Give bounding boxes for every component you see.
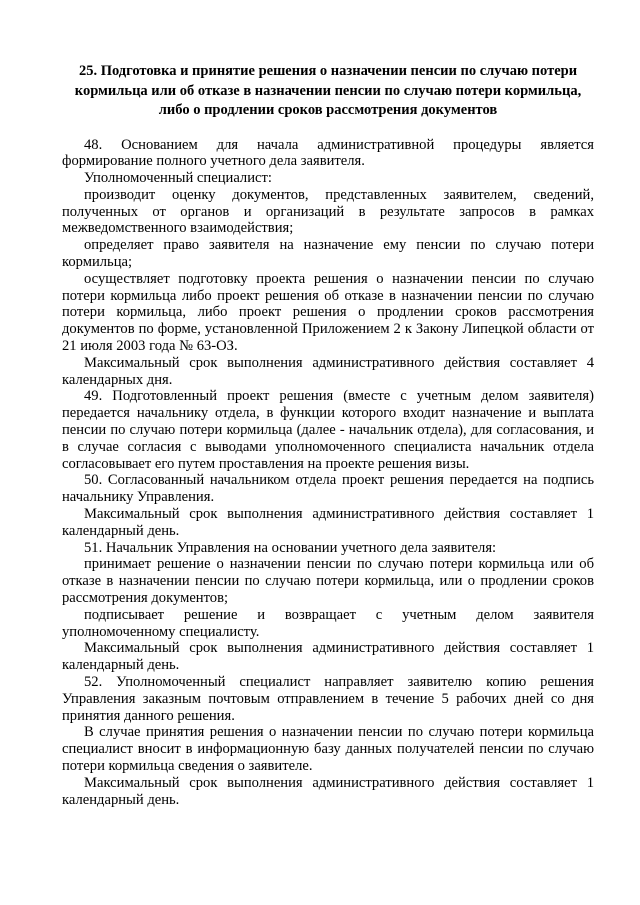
paragraph-max-term-1-day-b: Максимальный срок выполнения административного действия составляет 1 календарный день.: [62, 640, 594, 674]
paragraph-48: 48. Основанием для начала административной процедуры является формирование полного учетного дела заявителя.: [62, 136, 594, 170]
paragraph-49: 49. Подготовленный проект решения (вместе с учетным делом заявителя) передается начальнику отдела, в функции которого входит назначение и выплата пенсии по случаю потери кормильца (далее - начальник отдела), для согласования, и в случае согласия с выводами уполномоченного специалиста начальник отдела согласовывает его путем проставления на проекте решения визы.: [62, 388, 594, 472]
paragraph-prepares-draft: осуществляет подготовку проекта решения о назначении пенсии по случаю потери кормильца либо проект решения об отказе в назначении пенсии по случаю потери кормильца, либо проект решения о продлении сроков рассмотрения документов по форме, установленной Приложением 2 к Закону Липецкой области от 21 июля 2003 года № 63-ОЗ.: [62, 270, 594, 355]
paragraph-signs-returns: подписывает решение и возвращает с учетным делом заявителя уполномоченному специалисту.: [62, 606, 594, 640]
section-heading: 25. Подготовка и принятие решения о назначении пенсии по случаю потери кормильца или об отказе в назначении пенсии по случаю потери кормильца, либо о продлении сроков рассмотрения документов: [74, 63, 582, 118]
paragraph-evaluates-documents: производит оценку документов, представленных заявителем, сведений, полученных от органов и организаций в результате запросов в рамках межведомственного взаимодействия;: [62, 186, 594, 237]
paragraph-max-term-4-days: Максимальный срок выполнения административного действия составляет 4 календарных дня.: [62, 354, 594, 388]
paragraph-51: 51. Начальник Управления на основании учетного дела заявителя:: [84, 539, 497, 556]
paragraph-database-entry: В случае принятия решения о назначении пенсии по случаю потери кормильца специалист вносит в информационную базу данных получателей пенсии по случаю потери кормильца сведения о заявителе.: [62, 724, 594, 774]
document-page: [62, 62, 594, 808]
paragraph-50: 50. Согласованный начальником отдела проект решения передается на подпись начальнику Управления.: [62, 472, 594, 506]
paragraph-52: 52. Уполномоченный специалист направляет заявителю копию решения Управления заказным почтовым отправлением в течение 5 рабочих дней со дня принятия данного решения.: [62, 674, 594, 724]
paragraph-determines-right: определяет право заявителя на назначение ему пенсии по случаю потери кормильца;: [62, 237, 594, 271]
paragraph-specialist-intro: Уполномоченный специалист:: [84, 170, 272, 187]
paragraph-max-term-1-day-c: Максимальный срок выполнения административного действия составляет 1 календарный день.: [62, 774, 594, 808]
paragraph-makes-decision: принимает решение о назначении пенсии по случаю потери кормильца или об отказе в назначении пенсии по случаю потери кормильца, или о продлении сроков рассмотрения документов;: [62, 556, 594, 607]
paragraph-max-term-1-day-a: Максимальный срок выполнения административного действия составляет 1 календарный день.: [62, 506, 594, 539]
